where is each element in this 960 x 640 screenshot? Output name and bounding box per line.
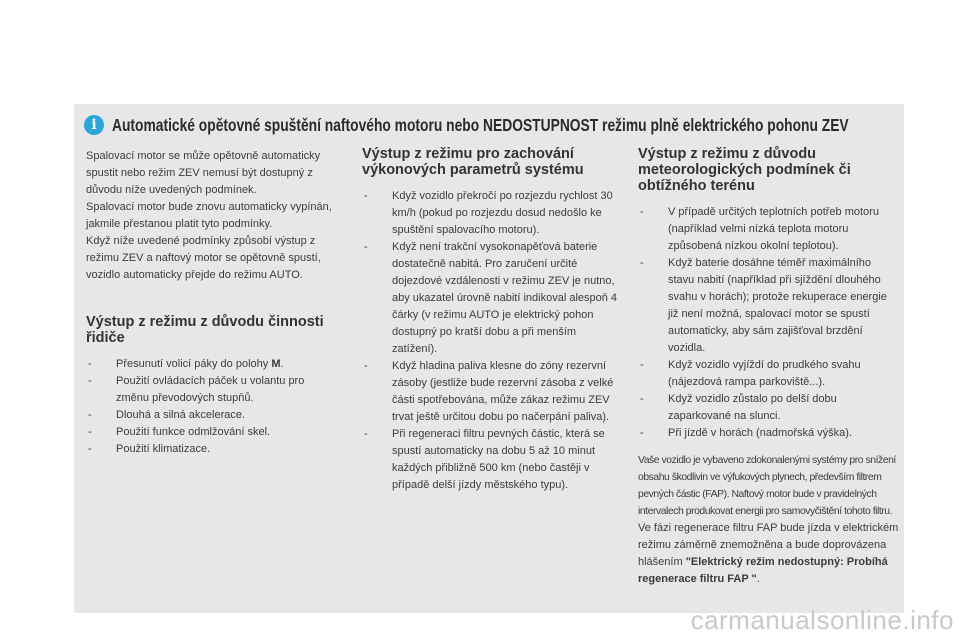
column-driver (86, 148, 334, 458)
list-item-text: Přesunutí volicí páky do polohy (116, 358, 272, 370)
list-item-end: . (280, 358, 284, 370)
column-weather (638, 146, 900, 588)
section-heading-performance: Výstup z režimu pro zachování výkonových parametrů systému (362, 146, 584, 178)
fap-message: "Elektrický režim nedostupný: Probíhá regenerace filtru FAP " (638, 556, 888, 585)
info-icon: i (84, 115, 104, 135)
intro-paragraph-2: Spalovací motor bude znovu automaticky vypínán, jakmile přestanou platit tyto podmínky. (86, 201, 332, 230)
list-item: - Když vozidlo vyjíždí do prudkého svahu (nájezdová rampa parkoviště...). (638, 357, 900, 391)
list-item: - Použití klimatizace. (86, 441, 334, 458)
list-item: - Když není trakční vysokonapěťová baterie dostatečně nabitá. Pro zaručení určité dojezdové vzdálenosti v režimu ZEV je nutno, aby ukazatel úrovně nabití indikoval alespoň 4 čárky (v režimu AUTO je elektrický pohon dostupný po kratší dobu a při menším zatížení). (362, 239, 624, 358)
intro-paragraph-1: Spalovací motor se může opětovně automaticky spustit nebo režim ZEV nemusí být dostupný z důvodu níže uvedených podmínek. (86, 150, 321, 196)
list-item: - Při regeneraci filtru pevných částic, která se spustí automaticky na dobu 5 až 10 minut každých přibližně 500 km (nebo častěji v případě delší jízdy městského typu). (362, 426, 624, 494)
list-item: - Když baterie dosáhne téměř maximálního stavu nabití (například při sjíždění dlouhého svahu v horách); protože rekuperace energie již není možná, spalovací motor se spustí automaticky, aby sám zajišťoval brzdění vozidla. (638, 255, 900, 357)
gear-position-label: M (271, 358, 281, 370)
intro-paragraph-3: Když níže uvedené podmínky způsobí výstup z režimu ZEV a naftový motor se opětovně spustí, vozidlo automaticky přejde do režimu AUTO. (86, 235, 321, 281)
list-item: - Použití funkce odmlžování skel. (86, 424, 334, 441)
fap-text: Ve fázi regenerace filtru FAP bude jízda v elektrickém režimu záměrně znemožněna a bude doprovázena hlášením (638, 522, 899, 568)
list-item (86, 356, 334, 373)
section-heading-driver: Výstup z režimu z důvodu činnosti řidiče (86, 314, 324, 346)
fap-regeneration-text (638, 520, 900, 588)
list-item: - V případě určitých teplotních potřeb motoru (například velmi nízká teplota motoru způsobená nízkou okolní teplotou). (638, 204, 900, 255)
performance-conditions-list (362, 188, 624, 494)
list-item: - Dlouhá a silná akcelerace. (86, 407, 334, 424)
fap-text-end: . (756, 573, 760, 585)
fap-note: Vaše vozidlo je vybaveno zdokonalenými systémy pro snížení obsahu škodlivin ve výfukových plynech, především filtrem pevných částic (FAP). Naftový motor bude v pravidelných intervalech produkovat energii pro samovyčištění tohoto filtru. (638, 455, 896, 517)
header (82, 111, 960, 139)
weather-conditions-list (638, 204, 900, 442)
page-title: Automatické opětovné spuštění naftového motoru nebo NEDOSTUPNOST režimu plně elektrického pohonu ZEV (112, 114, 849, 135)
driver-conditions-list (86, 356, 334, 458)
list-item: - Při jízdě v horách (nadmořská výška). (638, 425, 900, 442)
section-heading-weather: Výstup z režimu z důvodu meteorologických podmínek či obtížného terénu (638, 146, 851, 194)
list-item: - Použití ovládacích páček u volantu pro změnu převodových stupňů. (86, 373, 334, 407)
list-item: - Když hladina paliva klesne do zóny rezervní zásoby (jestliže bude rezervní zásoba z velké části spotřebována, může zákaz režimu ZEV trvat ještě určitou dobu po načerpání paliva). (362, 358, 624, 426)
list-item: - Když vozidlo překročí po rozjezdu rychlost 30 km/h (pokud po rozjezdu dosud nedošlo ke spuštění spalovacího motoru). (362, 188, 624, 239)
watermark: carmanualsonline.info (690, 605, 954, 635)
column-performance (362, 146, 624, 494)
list-item: - Když vozidlo zůstalo po delší dobu zaparkované na slunci. (638, 391, 900, 425)
